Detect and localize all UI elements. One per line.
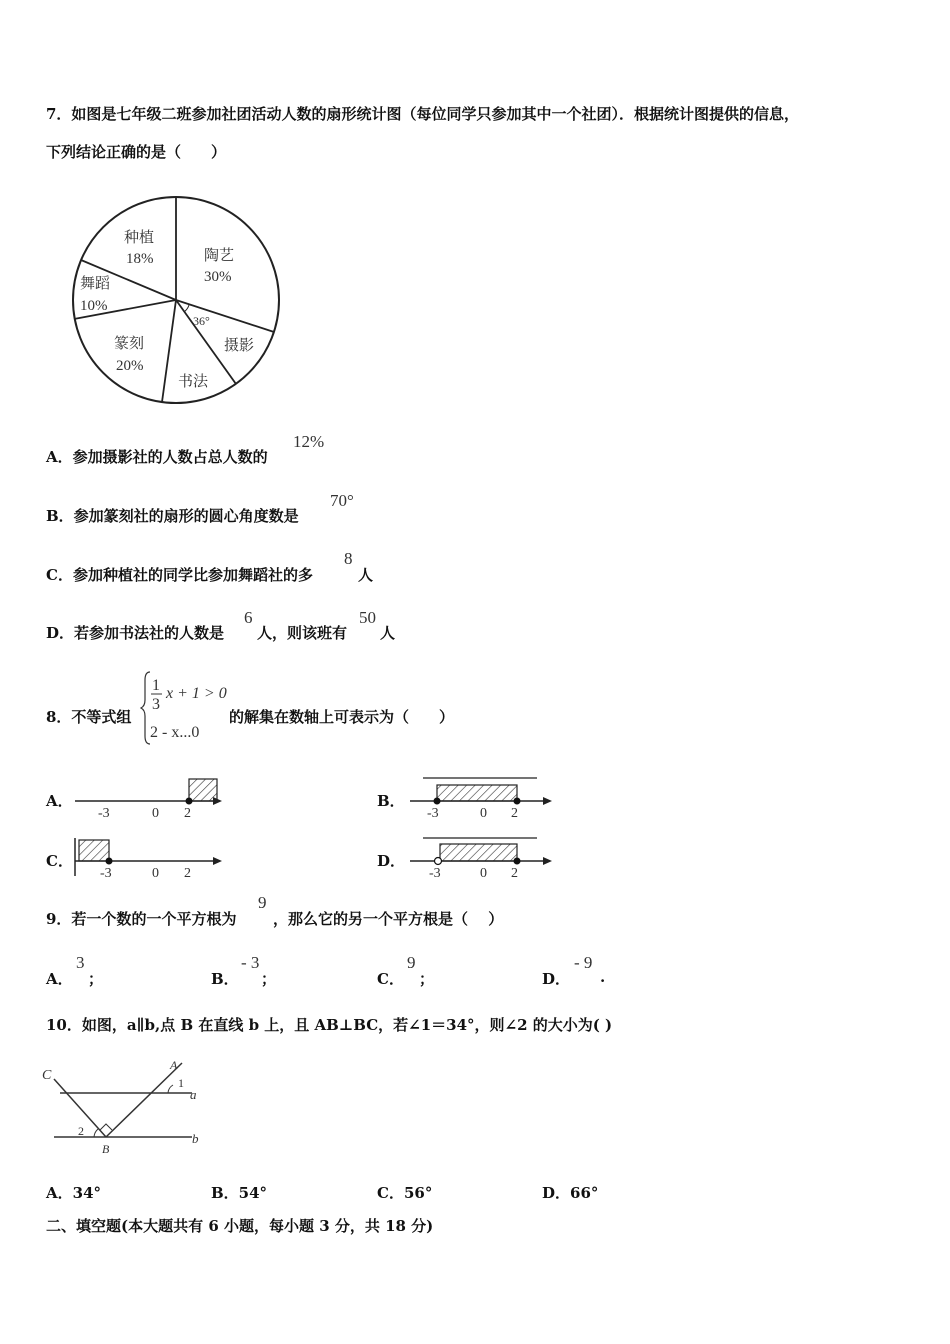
- tick-0: 0: [152, 866, 159, 881]
- system-brace: [141, 672, 150, 744]
- q9-option-b-tail: ；: [261, 970, 277, 988]
- q10-geometry-figure: [40, 1057, 210, 1157]
- q9-option-d-tail: .: [600, 968, 606, 986]
- pie-pct-zhongzhi: 18%: [126, 251, 154, 267]
- label-two: 2: [78, 1124, 84, 1138]
- q9-option-a-label: A．: [46, 970, 73, 988]
- axis-arrow: [213, 857, 222, 865]
- q9-option-b[interactable]: [211, 968, 239, 989]
- q8-stem-prefix: 8．不等式组: [46, 708, 132, 726]
- solution-region: [189, 779, 217, 801]
- q7-option-d-text: D．若参加书法社的人数是: [46, 624, 225, 642]
- q8-option-d-number-line[interactable]: [405, 830, 560, 885]
- system-line2: 2 - x...0: [150, 724, 200, 741]
- tick-0: 0: [480, 866, 487, 881]
- q9-option-a-value: 3: [76, 953, 85, 972]
- q9-option-a-tail: ；: [88, 970, 104, 988]
- pie-label-zhongzhi: 种植: [124, 228, 155, 246]
- tick-neg3: -3: [98, 806, 110, 821]
- q9-option-c-label: C．: [377, 970, 404, 988]
- label-a-point: A: [170, 1058, 178, 1072]
- q9-option-d-label: D．: [542, 970, 571, 988]
- q9-stem: 9．若一个数的一个平方根为: [46, 910, 237, 928]
- q7-option-c-tail: 人: [358, 566, 374, 584]
- tick-neg3: -3: [429, 866, 441, 881]
- q7-stem-line2: 下列结论正确的是（ ）: [46, 143, 227, 161]
- inequality-system: [140, 668, 240, 748]
- q7-option-b-text: B．参加篆刻社的扇形的圆心角度数是: [46, 507, 299, 525]
- pie-label-wudao: 舞蹈: [80, 274, 111, 292]
- q8-option-c-label[interactable]: C．: [46, 852, 73, 870]
- axis-arrow: [543, 857, 552, 865]
- q9-option-d[interactable]: [542, 968, 570, 989]
- pie-label-sheying: 摄影: [224, 336, 255, 354]
- fraction-numerator: 1: [152, 677, 160, 694]
- pie-pct-zhuanke: 20%: [116, 358, 144, 374]
- q7-option-a-text: A．参加摄影社的人数占总人数的: [46, 448, 268, 466]
- tick-0: 0: [480, 806, 487, 821]
- angle-1-arc: [168, 1085, 173, 1093]
- tick-0: 0: [152, 806, 159, 821]
- q8-option-b-label[interactable]: B．: [377, 792, 405, 810]
- q7-option-d-tail: 人: [380, 624, 396, 642]
- pie-chart-figure: [66, 190, 286, 410]
- label-c: C: [42, 1068, 52, 1083]
- solid-dot-right: [514, 798, 521, 805]
- q9-option-b-value: - 3: [241, 953, 260, 972]
- q8-option-c-number-line[interactable]: [70, 830, 230, 885]
- q9-option-d-value: - 9: [574, 953, 593, 972]
- q10-option-c[interactable]: C．56°: [377, 1184, 433, 1202]
- tick-neg3: -3: [427, 806, 439, 821]
- q7-option-c[interactable]: [46, 564, 313, 585]
- q9-stem-value: 9: [258, 893, 267, 912]
- q7-option-d-value: 6: [244, 608, 253, 627]
- q10-option-b[interactable]: B．54°: [211, 1184, 268, 1202]
- tick-2: 2: [511, 866, 518, 881]
- axis-arrow: [543, 797, 552, 805]
- hollow-dot-left: [435, 858, 442, 865]
- solution-region: [437, 785, 517, 801]
- tick-neg3: -3: [100, 866, 112, 881]
- solid-dot: [106, 858, 113, 865]
- q7-option-a[interactable]: [46, 446, 268, 467]
- solution-region: [440, 844, 517, 861]
- tick-2: 2: [184, 866, 191, 881]
- q7-stem-line1: 7．如图是七年级二班参加社团活动人数的扇形统计图（每位同学只参加其中一个社团）．根据统计图提供的信息，: [46, 105, 799, 123]
- pie-label-taoyi: 陶艺: [204, 246, 235, 264]
- q10-stem: 10．如图，a∥b,点 B 在直线 b 上，且 AB⊥BC，若∠1＝34°，则∠2 的大小为( ): [46, 1016, 613, 1034]
- q7-option-b-value: 70°: [330, 491, 354, 510]
- tick-2: 2: [184, 806, 191, 821]
- solid-dot-right: [514, 858, 521, 865]
- label-line-a: a: [190, 1087, 197, 1102]
- label-one: 1: [178, 1076, 184, 1090]
- q8-option-a-label[interactable]: A．: [46, 792, 73, 810]
- solid-dot-left: [434, 798, 441, 805]
- q10-option-d[interactable]: D．66°: [542, 1184, 599, 1202]
- q9-option-a[interactable]: [46, 968, 73, 989]
- q8-option-d-label[interactable]: D．: [377, 852, 406, 870]
- section-2-heading: 二、填空题(本大题共有 6 小题，每小题 3 分，共 18 分): [46, 1217, 434, 1235]
- segment-ba: [106, 1063, 182, 1137]
- q7-option-b[interactable]: [46, 505, 299, 526]
- pie-pct-wudao: 10%: [80, 298, 108, 314]
- q9-option-c-tail: ；: [419, 970, 435, 988]
- q10-option-a[interactable]: A．34°: [46, 1184, 102, 1202]
- q7-option-c-text: C．参加种植社的同学比参加舞蹈社的多: [46, 566, 313, 584]
- fraction-denominator: 3: [152, 696, 160, 713]
- pie-pct-taoyi: 30%: [204, 269, 232, 285]
- tick-2: 2: [511, 806, 518, 821]
- q8-option-a-number-line[interactable]: [70, 770, 230, 825]
- pie-label-shufa: 书法: [178, 372, 209, 390]
- q9-option-c[interactable]: [377, 968, 404, 989]
- pie-angle-label: 36°: [193, 314, 210, 328]
- q9-option-b-label: B．: [211, 970, 239, 988]
- q8-option-b-number-line[interactable]: [405, 770, 560, 825]
- pie-label-zhuanke: 篆刻: [114, 334, 145, 352]
- system-line1-rest: x + 1 > 0: [166, 685, 227, 702]
- solid-dot: [186, 798, 193, 805]
- q9-option-c-value: 9: [407, 953, 416, 972]
- q7-option-d-value2: 50: [359, 608, 376, 627]
- q7-option-d[interactable]: [46, 622, 224, 643]
- q7-option-d-mid: 人，则该班有: [257, 624, 348, 642]
- q8-stem-suffix: 的解集在数轴上可表示为（ ）: [229, 708, 455, 726]
- angle-2-arc: [94, 1129, 98, 1137]
- label-line-b: b: [192, 1131, 199, 1146]
- label-b-point: B: [102, 1142, 110, 1156]
- q7-option-a-value: 12%: [293, 432, 325, 451]
- q9-stem-tail: ，那么它的另一个平方根是（ ）: [273, 910, 504, 928]
- q7-option-c-value: 8: [344, 549, 353, 568]
- solution-region: [79, 840, 109, 861]
- right-angle-mark: [100, 1124, 112, 1130]
